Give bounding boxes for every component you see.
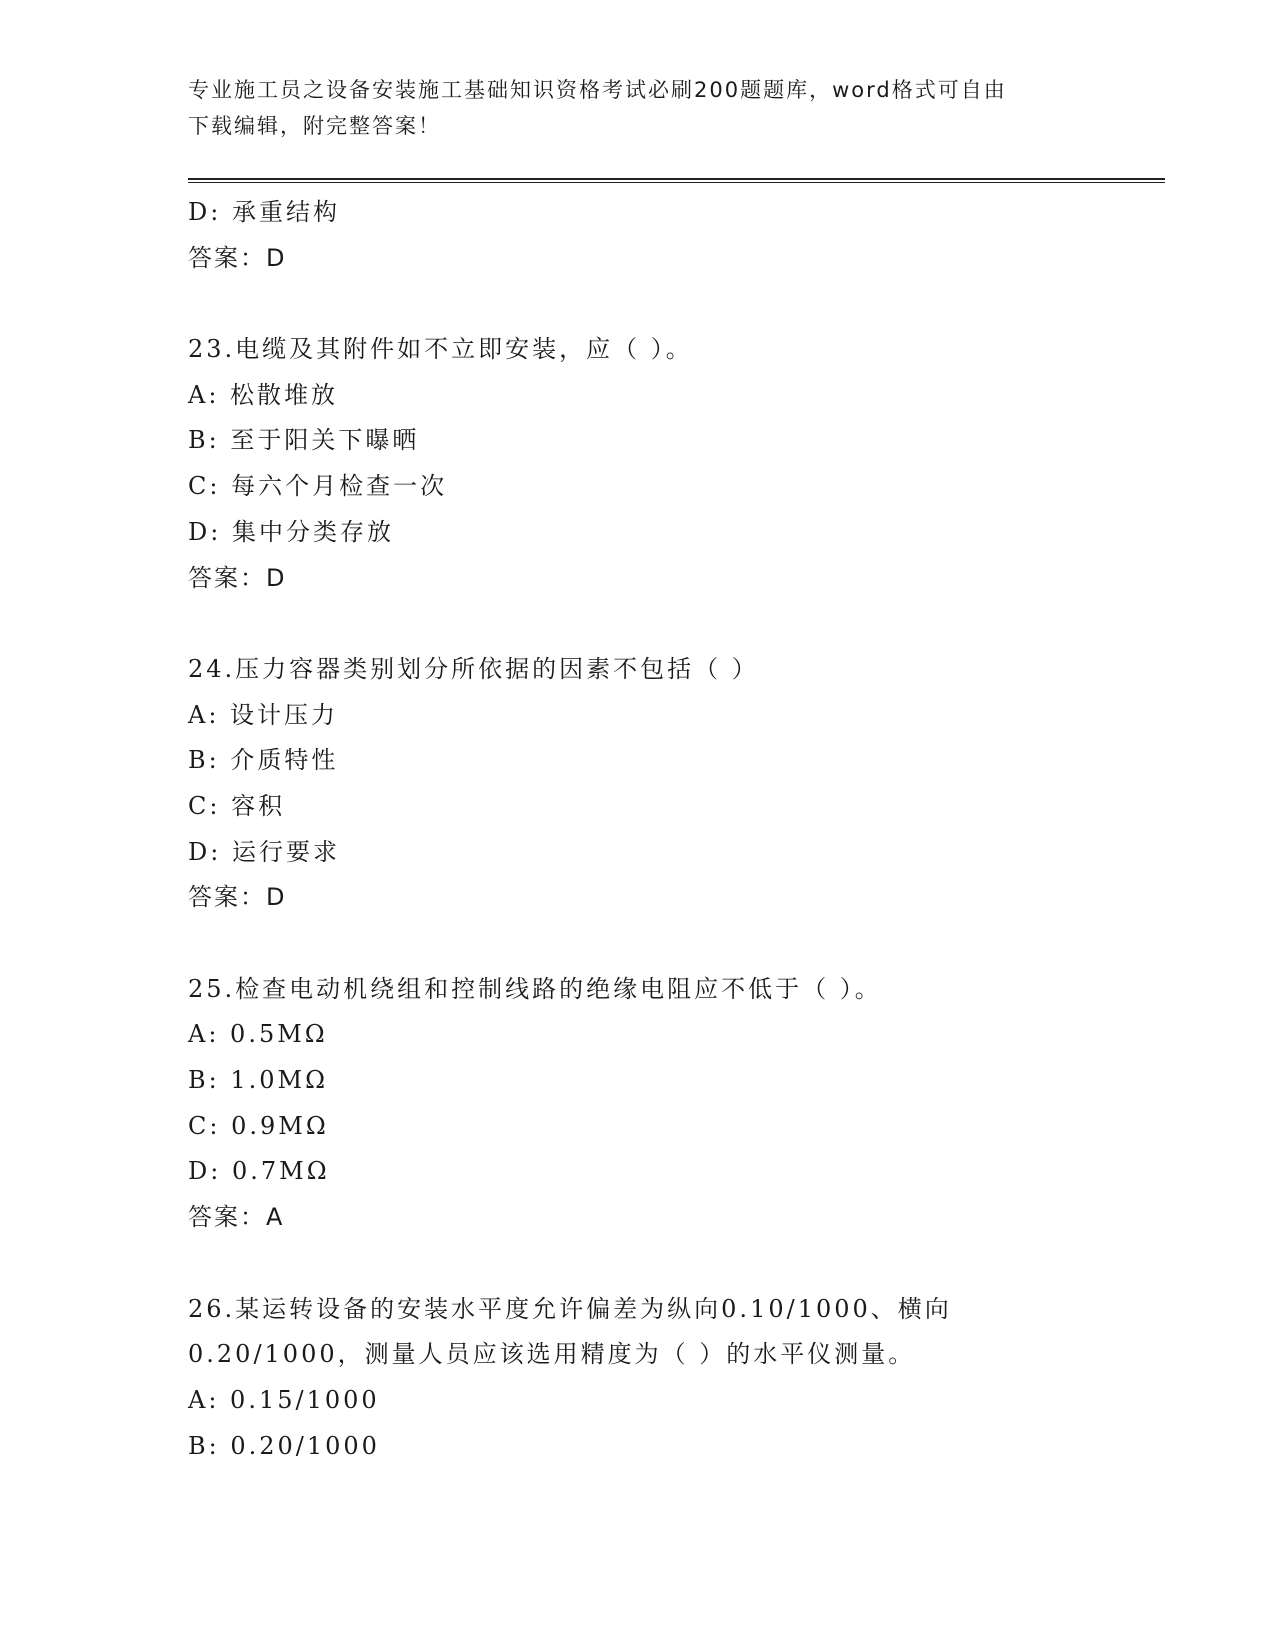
option-a: A: 松散堆放 [188,380,339,409]
option-a: A: 设计压力 [188,700,339,729]
document-body [188,190,1168,1469]
answer-line: 答案：D [188,563,287,592]
question-stem: 23.电缆及其附件如不立即安装，应（ ）。 [188,335,693,364]
spacer [188,921,1168,967]
spacer [188,281,1168,327]
answer-line: 答案：D [188,883,287,912]
option-a: A: 0.5MΩ [188,1020,328,1049]
option-d: D: 0.7MΩ [188,1157,330,1186]
question-26 [188,1287,1168,1470]
option-b: B: 介质特性 [188,746,339,775]
header-title-line-1: 专业施工员之设备安装施工基础知识资格考试必刷200题题库，word格式可自由 [188,78,1007,102]
option-b: B: 1.0MΩ [188,1066,328,1095]
question-24 [188,647,1168,921]
question-stem: 24.压力容器类别划分所依据的因素不包括（ ） [188,654,759,683]
option-d: D: 运行要求 [188,837,340,866]
question-stem-line-2: 0.20/1000，测量人员应该选用精度为（ ）的水平仪测量。 [188,1340,916,1369]
answer-line: 答案：D [188,243,287,272]
question-23 [188,327,1168,601]
option-d: D: 承重结构 [188,198,340,226]
spacer [188,1241,1168,1287]
option-c: C: 容积 [188,791,286,820]
option-d: D: 集中分类存放 [188,517,394,546]
spacer [188,601,1168,647]
header-title-line-2: 下载编辑，附完整答案！ [188,114,441,138]
option-a: A: 0.15/1000 [188,1385,380,1414]
option-c: C: 0.9MΩ [188,1111,329,1140]
option-c: C: 每六个月检查一次 [188,472,448,501]
question-stem: 25.检查电动机绕组和控制线路的绝缘电阻应不低于（ ）。 [188,974,882,1003]
question-22-tail [188,190,1168,281]
option-b: B: 0.20/1000 [188,1431,380,1460]
header-divider [188,178,1165,183]
question-stem-line-1: 26.某运转设备的安装水平度允许偏差为纵向0.10/1000、横向 [188,1294,952,1323]
question-25 [188,967,1168,1241]
document-header [188,72,1088,144]
answer-line: 答案：A [188,1203,285,1232]
option-b: B: 至于阳关下曝晒 [188,426,420,455]
